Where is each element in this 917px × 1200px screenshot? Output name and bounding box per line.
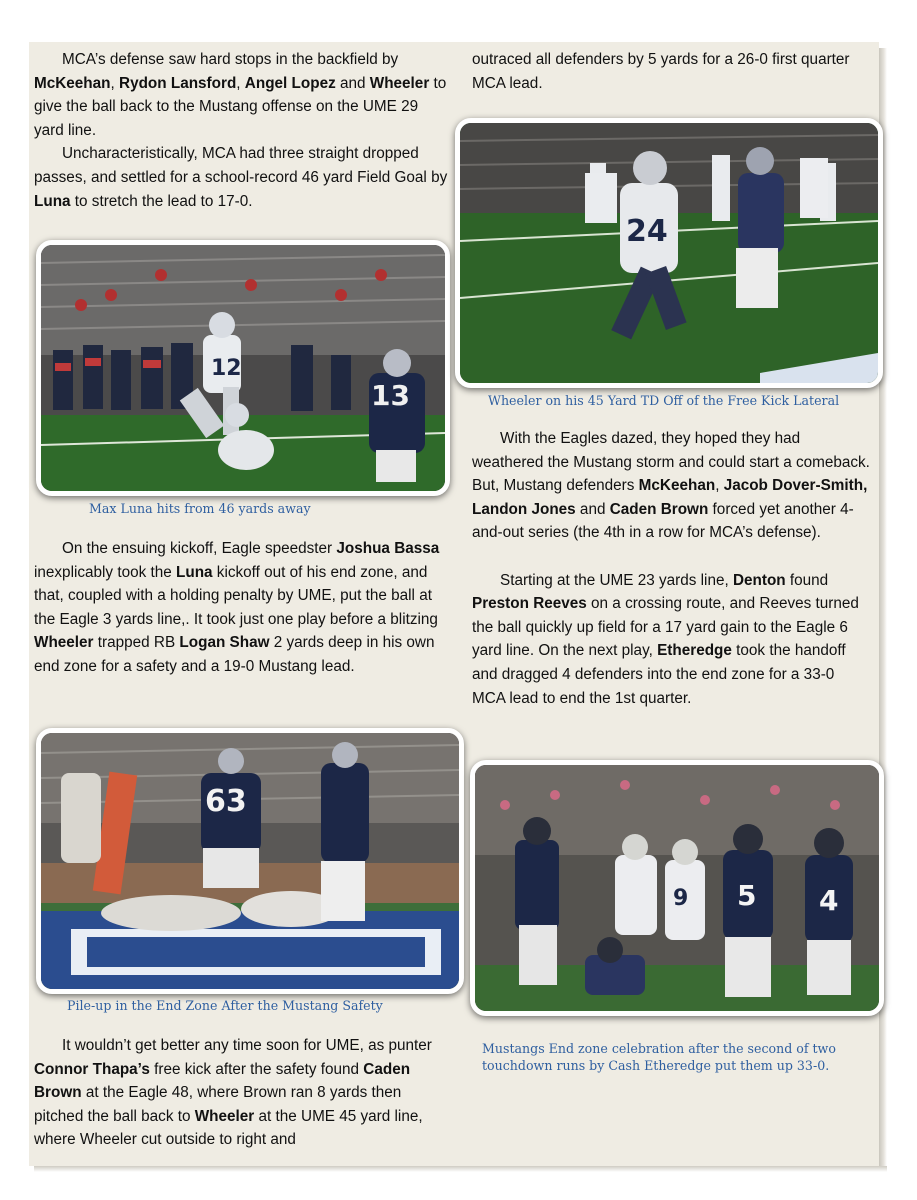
photo-pileup — [36, 728, 464, 994]
text-run: 2 yards deep in his own end zone for a safety and a 19-0 Mustang lead. — [34, 634, 435, 675]
caption-touchdown: Wheeler on his 45 Yard TD Off of the Free Kick Lateral — [488, 393, 840, 408]
bold-name: Angel Lopez — [244, 74, 336, 92]
text-run: , — [715, 477, 724, 495]
bold-name: Preston Reeves — [472, 595, 587, 613]
text-run: With the Eagles dazed, they hoped they had weathered the Mustang storm and could start a comeback. But, Mustang defenders — [472, 430, 870, 495]
left-column-middle — [34, 537, 450, 679]
paragraph-free-kick — [34, 1034, 450, 1152]
caption-kick: Max Luna hits from 46 yards away — [89, 501, 311, 516]
text-run: kickoff out of his end zone, and that, coupled with a holding penalty by UME, put the ball at the Eagle 3 yards line,. It took just one play before a blitzing — [34, 563, 438, 628]
bold-name: Luna — [34, 192, 71, 210]
right-column-top — [472, 48, 870, 95]
text-run: MCA’s defense saw hard stops in the backfield by — [62, 51, 399, 68]
text-run: and — [335, 74, 370, 92]
text-run: and — [575, 500, 610, 518]
text-run: found — [785, 571, 829, 589]
bold-name: McKeehan — [34, 74, 111, 92]
text-run: free kick after the safety found — [149, 1060, 364, 1078]
text-run: took the handoff and dragged 4 defenders into the end zone for a 33-0 MCA lead to end the 1st quarter. — [472, 642, 846, 707]
text-run: at the UME 45 yard line, where Wheeler cut outside to right and — [34, 1107, 423, 1149]
text-run: to give the ball back to the Mustang offense on the UME 29 yard line. — [34, 74, 447, 139]
right-column-middle — [472, 427, 870, 710]
text-run: Uncharacteristically, MCA had three straight dropped passes, and settled for a school-record 46 yard Field Goal by — [34, 145, 448, 186]
paragraph-field-goal — [34, 142, 450, 213]
bold-name: Connor Thapa’s — [34, 1060, 150, 1078]
text-run: , — [110, 74, 120, 92]
left-column-bottom — [34, 1034, 450, 1152]
text-run: inexplicably took the — [34, 563, 177, 581]
photo-kicker — [36, 240, 450, 496]
text-run: It wouldn’t get better any time soon for UME, as punter — [62, 1037, 432, 1054]
lineman-jersey-number: 63 — [205, 784, 247, 819]
bold-name: Caden Brown — [609, 500, 709, 518]
bold-name: Jacob Dover-Smith, Landon Jones — [472, 477, 868, 518]
page-bottom-shadow — [34, 1166, 887, 1172]
left-column-top — [34, 48, 450, 213]
kicker-jersey-number: 12 — [211, 356, 242, 381]
text-run: forced yet another 4-and-out series (the 4th in a row for MCA’s defense). — [472, 500, 854, 542]
bold-name: Joshua Bassa — [336, 540, 440, 557]
bold-name: Wheeler — [194, 1107, 255, 1125]
paragraph-kickoff-safety — [34, 537, 450, 679]
runner-jersey-number: 24 — [626, 214, 668, 249]
bold-name: Wheeler — [369, 74, 430, 92]
text-run: at the Eagle 48, where Brown ran 8 yards then pitched the ball back to — [34, 1084, 402, 1125]
bold-name: McKeehan — [638, 477, 716, 495]
caption-celebration: Mustangs End zone celebration after the second of two touchdown runs by Cash Etheredge put them up 33-0. — [482, 1041, 836, 1073]
bold-name: Etheredge — [657, 642, 732, 660]
bold-name: Luna — [176, 563, 213, 581]
paragraph-four-and-out — [472, 427, 870, 545]
text-run: , — [236, 74, 245, 92]
defender-jersey-number: 13 — [371, 379, 410, 412]
paragraph-defense-stops — [34, 48, 450, 142]
text-run: On the ensuing kickoff, Eagle speedster — [62, 540, 337, 557]
bold-name: Caden Brown — [34, 1060, 411, 1102]
text-run: Starting at the UME 23 yards line, — [500, 571, 733, 589]
bold-name: Logan Shaw — [179, 634, 270, 652]
celebrant-a-jersey-number: 5 — [737, 879, 757, 912]
paragraph-spacer — [472, 545, 870, 569]
text-run: on a crossing route, and Reeves turned the ball quickly up field for a 17 yard gain to the Eagle 6 yard line. On the next play, — [472, 595, 859, 660]
bold-name: Denton — [732, 571, 786, 589]
caption-pileup: Pile-up in the End Zone After the Mustang Safety — [67, 998, 383, 1013]
text-run: trapped RB — [93, 634, 180, 652]
celebrant-c-jersey-number: 4 — [819, 884, 839, 917]
photo-celebration — [470, 760, 884, 1016]
text-run: outraced all defenders by 5 yards for a 26-0 first quarter MCA lead. — [472, 51, 850, 92]
photo-touchdown — [455, 118, 883, 388]
paragraph-td-run — [472, 48, 870, 95]
bold-name: Wheeler — [34, 634, 94, 652]
celebrant-b-jersey-number: 9 — [673, 886, 689, 911]
paragraph-etheredge-td — [472, 569, 870, 711]
bold-name: Rydon Lansford — [119, 74, 237, 92]
text-run: to stretch the lead to 17-0. — [70, 192, 253, 210]
